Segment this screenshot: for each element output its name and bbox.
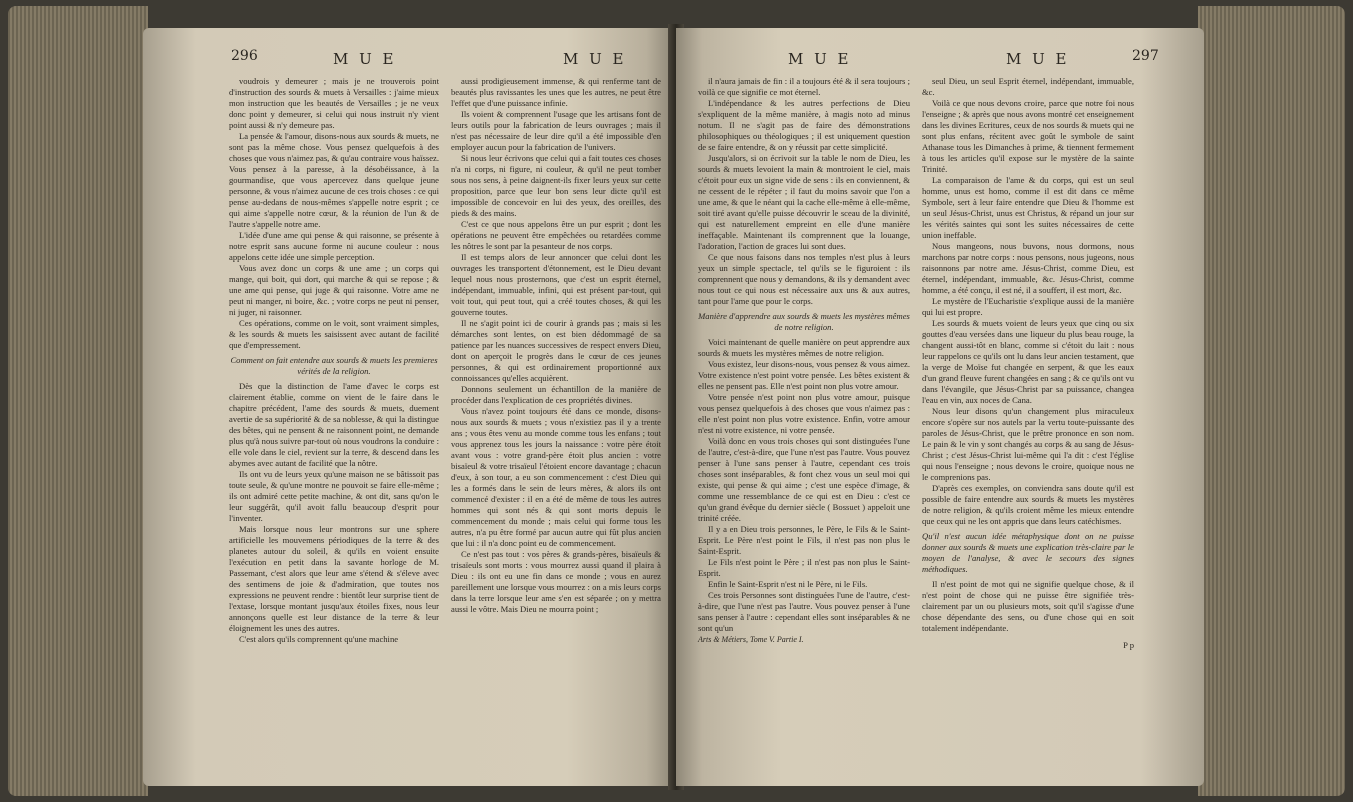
- paragraph: L'indépendance & les autres perfections de Dieu s'expliquent de la même manière, à magis noto ad minus notum. Il ne s'agit pas de faire des démonstrations philosophiques ou théologiques ; il est uniquement question de se faire entendre, & on y réussit par cette simplicité.: [698, 98, 910, 152]
- paragraph: voudrois y demeurer ; mais je ne trouverois point d'instruction des sourds & muets à Versailles : j'aime mieux mon instruction que les beautés de Versailles ; je ne veux donc point y demeurer, si celui qui nous instruit n'y vient point aussi & n'y demeure pas.: [229, 76, 439, 130]
- left-column-1: [229, 76, 439, 645]
- left-running-head-2: M U E: [563, 50, 627, 68]
- paragraph: Ils ont vu de leurs yeux qu'une maison ne se bâtissoit pas toute seule, & qu'une montre ne pouvoit se faire elle-même ; ils ont admiré cette petite machine, & ont dit, sans qu'on le leur suggérât, qu'il avoit fallu beaucoup d'esprit pour l'inventer.: [229, 469, 439, 523]
- right-running-head-2: M U E: [1006, 50, 1070, 68]
- left-page-edges: [8, 6, 148, 796]
- paragraph: Ces trois Personnes sont distinguées l'une de l'autre, c'est-à-dire, que l'une n'est pas l'autre. Vous pouvez penser à l'une sans penser à l'autre : cependant elles sont inséparables & ne sont qu'un: [698, 590, 910, 633]
- paragraph: Nous leur disons qu'un changement plus miraculeux encore s'opère sur nos autels par la vertu toute-puissante des paroles de Jésus-Christ, que le prêtre prononce en son nom. Le pain & le vin y sont changés au corps & au sang de Jésus-Christ ; c'est Jésus-Christ lui-même qui l'a dit : c'est l'église qui nous l'enseigne ; nous devons le croire, quoique nous ne le comprenions pas.: [922, 406, 1134, 482]
- paragraph: D'après ces exemples, on conviendra sans doute qu'il est possible de faire entendre aux sourds & muets les mystères de notre religion, & qu'ils croient même les mieux entendre que ceux qui ne les ont appris que dans leurs catéchismes.: [922, 483, 1134, 526]
- paragraph: Donnons seulement un échantillon de la manière de procéder dans l'explication de ces propriétés divines.: [451, 384, 661, 405]
- paragraph: Il n'est point de mot qui ne signifie quelque chose, & il n'est point de chose qui ne puisse être signifiée très-clairement par un ou plusieurs mots, soit qu'il s'agisse d'une chose dépendante des sens, ou d'une chose qui en soit totalement indépendante.: [922, 579, 1134, 633]
- note-heading: Qu'il n'est aucun idée métaphysique dont on ne puisse donner aux sourds & muets une explication très-claire par le moyen de l'analyse, & avec le secours des signes méthodiques.: [922, 531, 1134, 574]
- paragraph: Ce que nous faisons dans nos temples n'est plus à leurs yeux un simple spectacle, tel qu'ils se le figuroient : ils comprennent que nous y demandons, & ils y demandent avec nous tout ce qui nous est nécessaire aux uns & aux autres, tant pour l'ame que pour le corps.: [698, 252, 910, 306]
- paragraph: Voici maintenant de quelle manière on peut apprendre aux sourds & muets les mystères mêmes de notre religion.: [698, 337, 910, 358]
- paragraph: Mais lorsque nous leur montrons sur une sphere artificielle les mouvemens périodiques de la terre & des planetes autour du soleil, & qu'ils en voient ensuite l'exécution en petit dans la savante horloge de M. Passemant, c'est alors que leur ame s'étend & s'éleve avec des sentimens de joie & d'admiration, que toutes nos expressions ne peuvent rendre : bientôt leur surprise tient de l'extase, lorsque montant jusqu'aux étoiles fixes, nous leur annonçons quelle est leur distance de la terre & leur éloignement les unes des autres.: [229, 524, 439, 633]
- paragraph: Il est temps alors de leur annoncer que celui dont les ouvrages les transportent d'étonnement, est le Dieu devant lequel nous nous prosternons, que c'est un esprit éternel, indépendant, immuable, infini, qui est présent par-tout, qui voit tout, qui peut tout, qui a créé toutes choses, & qui les gouverne toutes.: [451, 252, 661, 317]
- right-running-head-1: M U E: [788, 50, 852, 68]
- paragraph: Il y a en Dieu trois personnes, le Père, le Fils & le Saint-Esprit. Le Père n'est point le Fils, il n'est pas non plus le Saint-Esprit.: [698, 524, 910, 556]
- right-column-1: [698, 76, 910, 645]
- open-book: [8, 6, 1345, 796]
- paragraph: La pensée & l'amour, disons-nous aux sourds & muets, ne sont pas la même chose. Vous pensez quelquefois à des choses que vous n'aimez pas, & qu'au contraire vous haïssez. Vous pensez à la paresse, à la désobéissance, à la gourmandise, que vous apercevez dans quelque jeune personne, & vous n'aimez aucune de ces trois choses : ce qui pense au-dedans de nous-mêmes s'appelle notre esprit ; ce qui aime s'appelle notre cœur, & la réunion de l'un & de l'autre s'appelle notre ame.: [229, 131, 439, 229]
- paragraph: il n'aura jamais de fin : il a toujours été & il sera toujours ; voilà ce que signifie ce mot éternel.: [698, 76, 910, 97]
- paragraph: Vous existez, leur disons-nous, vous pensez & vous aimez. Votre existence n'est point votre pensée. Les bêtes existent & elles ne pensent pas. Elle n'est point non plus votre amour.: [698, 359, 911, 391]
- paragraph: Si nous leur écrivons que celui qui a fait toutes ces choses n'a ni corps, ni figure, ni couleur, & qu'il ne peut tomber sous nos sens, à peine daignent-ils fixer leurs yeux sur cette proposition, parce que leur bon sens leur dicte qu'il est impossible de concevoir en lui des yeux, des oreilles, des pieds & des mains.: [451, 153, 661, 218]
- left-running-head-1: M U E: [333, 50, 397, 68]
- paragraph: Vous avez donc un corps & une ame ; un corps qui mange, qui boit, qui dort, qui marche & qui se repose ; & une ame qui pense, qui juge & qui raisonne. Votre ame ne peut ni manger, ni boire, &c. ; votre corps ne peut ni penser, ni juger, ni raisonner.: [229, 263, 439, 317]
- right-page-edges: [1198, 6, 1345, 796]
- paragraph: Vous n'avez point toujours été dans ce monde, disons-nous aux sourds & muets ; vous n'existiez pas il y a trente ans ; vous êtes venu au monde comme tous les enfans ; tout vous apprenez tous les jours la naissance : votre père étoit avant vous : votre grand-père étoit plus ancien : votre bisaïeul & votre trisaïeul l'étoient encore davantage ; chacun d'eux, à son tour, a eu son commencement : c'est Dieu qui les a formés dans le sein de leurs mères, & alors ils ont commencé d'exister : il en a été de même de tous les autres hommes qui sont nés & qui sont morts depuis le commencement du monde ; mais celui qui forme tous les autres, n'a pu être formé par aucun autre qui fût plus ancien que lui : il n'a donc point eu de commencement.: [451, 406, 661, 548]
- paragraph: Il ne s'agit point ici de courir à grands pas ; mais si les démarches sont lentes, on est bien dédommagé de sa patience par les nuances successives de respect envers Dieu, dont on aperçoit le progrès dans le cœur de ces jeunes personnes, & qui est ordinairement proportionné aux connoissances qu'elles acquièrent.: [451, 318, 661, 383]
- paragraph: Ils voient & comprennent l'usage que les artisans font de leurs outils pour la fabrication de leurs ouvrages ; mais il n'est pas nécessaire de leur dire qu'il a été impossible d'en employer aucun pour la fabrication de l'univers.: [451, 109, 661, 152]
- right-column-2: [922, 76, 1134, 651]
- right-page-number: 297: [1132, 48, 1159, 64]
- paragraph: C'est alors qu'ils comprennent qu'une machine: [239, 634, 399, 644]
- section-heading: Comment on fait entendre aux sourds & muets les premieres vérités de la religion.: [230, 355, 438, 376]
- paragraph: Voilà ce que nous devons croire, parce que notre foi nous l'enseigne ; & après que nous avons montré cet enseignement dans les divines Ecritures, ceux de nos sourds & muets qui ne sont plus enfans, récitent avec goût le symbole de saint Athanase tous les Dimanches à prime, & tiennent fermement à tous les articles qu'il expose sur le mystère de la sainte Trinité.: [922, 98, 1134, 174]
- paragraph: Ce n'est pas tout : vos pères & grands-pères, bisaïeuls & trisaïeuls sont morts : vous mourrez aussi quand il plaira à Dieu : ils ont eu une fin dans ce monde ; vous en aurez pareillement une lorsque vous mourrez : on a mis leurs corps dans la terre lorsque leur ame s'en est séparée ; on y mettra aussi le vôtre. Mais Dieu ne mourra point ;: [451, 549, 661, 614]
- paragraph: Ces opérations, comme on le voit, sont vraiment simples, & les sourds & muets les saisissent avec autant de facilité que d'empressement.: [229, 318, 439, 350]
- page-footer: Arts & Métiers, Tome V. Partie I.: [698, 635, 804, 644]
- paragraph: Nous mangeons, nous buvons, nous dormons, nous marchons par notre corps : nous pensons, nous jugeons, nous raisonnons par notre ame. Jésus-Christ, comme Dieu, est éternel, indépendant, immuable, &c. Jésus-Christ, comme homme, a été conçu, il est né, il a souffert, il est mort, &c.: [922, 241, 1134, 295]
- paragraph: Jusqu'alors, si on écrivoit sur la table le nom de Dieu, les sourds & muets levoient la main & montroient le ciel, mais c'étoit pour eux un signe vide de sens : ils en conviennent, & ne cessent de le répéter ; il faut du moins savoir que l'on a une ame, & que le néant qui la cache elle-même à elle-même, soit tiré avant qu'elle puisse découvrir le sceau de la divinité, qui est naturellement empreint en elle d'une manière ineffaçable. Maintenant ils comprennent que la louange, l'adoration, l'action de graces lui sont dues.: [698, 153, 910, 251]
- right-page: [676, 28, 1204, 786]
- paragraph: Les sourds & muets voient de leurs yeux que cinq ou six gouttes d'eau versées dans une liqueur du plus beau rouge, la changent aussi-tôt en blanc, comme si c'étoit du lait : nous leur rappelons ce qu'ils ont lu dans leur ancien testament, que la verge de Moïse fut changée en serpent, & que les eaux d'un grand fleuve furent changées en sang ; & ce qu'ils ont vu dans l'évangile, que Jésus-Christ par sa puissance, changea l'eau en vin, aux noces de Cana.: [922, 318, 1134, 405]
- section-heading: Manière d'apprendre aux sourds & muets les mystères mêmes de notre religion.: [698, 311, 910, 332]
- paragraph: Le mystère de l'Eucharistie s'explique aussi de la manière qui lui est propre.: [922, 296, 1134, 317]
- paragraph: seul Dieu, un seul Esprit éternel, indépendant, immuable, &c.: [922, 76, 1134, 97]
- paragraph: Enfin le Saint-Esprit n'est ni le Père, ni le Fils.: [708, 579, 868, 589]
- paragraph: C'est ce que nous appelons être un pur esprit ; dont les opérations ne peuvent être empêchées ou retardées comme les nôtres le sont par la pesanteur de nos corps.: [451, 219, 661, 251]
- paragraph: aussi prodigieusement immense, & qui renferme tant de beautés plus ravissantes les unes que les autres, ne peut être l'effet que d'une puissance infinie.: [451, 76, 661, 108]
- paragraph: Voilà donc en vous trois choses qui sont distinguées l'une de l'autre, c'est-à-dire, que l'une n'est pas l'autre. Vous pouvez penser à l'une sans penser à l'autre, cependant ces trois choses sont inséparables, & font chez vous un seul moi qui existe, qui pense & qui aime ; c'est une espèce d'image, & comme une ressemblance de ce qui est en Dieu : c'est ce qu'un grand évêque du dernier siècle ( Bossuet ) appeloit une trinité créée.: [698, 436, 910, 523]
- signature-mark: P p: [1123, 640, 1134, 650]
- paragraph: Dès que la distinction de l'ame d'avec le corps est clairement établie, comme on vient de le faire dans le chapitre précédent, l'ame des sourds & muets, duement avertie de sa supériorité & de sa noblesse, & qui la distingue des bêtes, qui ne pensent & ne raisonnent point, ne demande plus qu'à nous suivre par-tout où nous voudrons la conduire : elle vole dans le ciel, revient sur la terre, & descend dans les abymes avec autant de facilité que la nôtre.: [229, 381, 439, 468]
- paragraph: L'idée d'une ame qui pense & qui raisonne, se présente à notre esprit sans aucune forme ni aucune couleur : nous appelons cette idée une simple perception.: [229, 230, 439, 262]
- paragraph: Votre pensée n'est point non plus votre amour, puisque vous pensez quelquefois à des choses que vous n'aimez pas : elle n'est point non plus votre existence. Enfin, votre amour n'est ni votre existence, ni votre pensée.: [698, 392, 910, 435]
- paragraph: Le Fils n'est point le Père ; il n'est pas non plus le Saint-Esprit.: [698, 557, 910, 578]
- left-page: [143, 28, 673, 786]
- left-page-number: 296: [231, 48, 258, 64]
- left-column-2: [451, 76, 661, 615]
- paragraph: La comparaison de l'ame & du corps, qui est un seul homme, unus est homo, comme il est dit dans ce même Symbole, sert à leur faire entendre que Dieu & l'homme est un seul Jésus-Christ, unus est Christus, & répand un jour sur les vérités saintes qui sont les suites nécessaires de cette union ineffable.: [922, 175, 1134, 240]
